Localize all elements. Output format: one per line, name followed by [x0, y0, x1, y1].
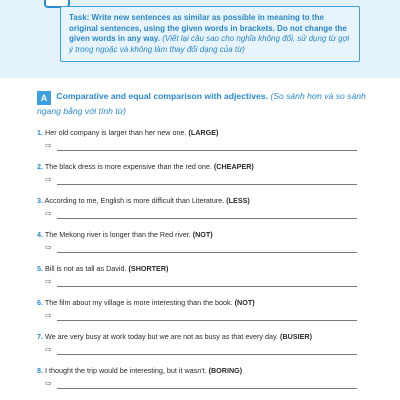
answer-field[interactable] [45, 209, 357, 221]
question-number: 5. [37, 264, 43, 273]
question-text: The Mekong river is longer than the Red river. [44, 230, 191, 239]
question-text: The black dress is more expensive than the red one. [44, 162, 212, 171]
arrow-right-icon: ⇨ [45, 277, 52, 286]
answer-line [57, 388, 357, 389]
question-text: According to me, English is more difficult than Literature. [44, 196, 225, 205]
section-badge-icon: A [37, 91, 51, 105]
question-number: 7. [37, 332, 43, 341]
exercise-item [37, 298, 367, 332]
task-box [60, 6, 360, 62]
question-number: 8. [37, 366, 43, 375]
question-number: 4. [37, 230, 43, 239]
question-keyword: (BUSIER) [280, 332, 312, 341]
answer-field[interactable] [45, 175, 357, 187]
exercise-list [37, 128, 367, 400]
question-keyword: (SHORTER) [128, 264, 169, 273]
exercise-item [37, 230, 367, 264]
answer-field[interactable] [45, 345, 357, 357]
section-title-vi: (So sánh hơn và so sánh ngang bằng với tính từ) [37, 91, 366, 116]
answer-line [57, 150, 357, 151]
question-text: Bill is not as tall as David. [45, 264, 127, 273]
answer-line [57, 184, 357, 185]
answer-line [57, 286, 357, 287]
answer-line [57, 320, 357, 321]
exercise-item [37, 128, 367, 162]
task-instruction-vi: (Viết lại câu sao cho nghĩa không đổi, sử dụng từ gợi ý trong ngoặc và không làm thay đổi dạng của từ) [69, 34, 350, 54]
answer-field[interactable] [45, 311, 357, 323]
question-text: I thought the trip would be interesting, but it wasn't. [45, 366, 207, 375]
question-keyword: (LESS) [226, 196, 250, 205]
question-keyword: (BORING) [208, 366, 243, 375]
answer-line [57, 252, 357, 253]
question-keyword: (CHEAPER) [213, 162, 254, 171]
exercise-item [37, 264, 367, 298]
arrow-right-icon: ⇨ [45, 243, 52, 252]
answer-field[interactable] [45, 277, 357, 289]
question [37, 230, 367, 240]
arrow-right-icon: ⇨ [45, 141, 52, 150]
exercise-item [37, 196, 367, 230]
question-number: 6. [37, 298, 43, 307]
answer-field[interactable] [45, 141, 357, 153]
question-keyword: (NOT) [234, 298, 255, 307]
question-number: 3. [37, 196, 43, 205]
arrow-right-icon: ⇨ [45, 345, 52, 354]
task-label: Task: [69, 13, 90, 22]
section-title: Comparative and equal comparison with adjectives. [56, 91, 268, 101]
question-text: Her old company is larger than her new one. [45, 128, 187, 137]
question [37, 196, 367, 206]
arrow-right-icon: ⇨ [45, 175, 52, 184]
question [37, 366, 367, 376]
section-heading [37, 90, 377, 117]
exercise-item [37, 332, 367, 366]
exercise-item [37, 162, 367, 196]
question-text: The film about my village is more interesting than the book. [44, 298, 233, 307]
arrow-right-icon: ⇨ [45, 311, 52, 320]
task-instruction: Write new sentences as similar as possible in meaning to the original sentences, using the given words in brackets. Do not change the given words in any way. [69, 13, 347, 43]
question-keyword: (NOT) [192, 230, 213, 239]
exercise-item [37, 366, 367, 400]
question-number: 1. [37, 128, 43, 137]
arrow-right-icon: ⇨ [45, 209, 52, 218]
question-number: 2. [37, 162, 43, 171]
question [37, 128, 367, 138]
answer-line [57, 218, 357, 219]
question [37, 162, 367, 172]
question-keyword: (LARGE) [188, 128, 219, 137]
arrow-right-icon: ⇨ [45, 379, 52, 388]
answer-line [57, 354, 357, 355]
answer-field[interactable] [45, 243, 357, 255]
answer-field[interactable] [45, 379, 357, 391]
question [37, 332, 367, 342]
question [37, 298, 367, 308]
question-text: We are very busy at work today but we are not as busy as that every day. [45, 332, 279, 341]
question [37, 264, 367, 274]
